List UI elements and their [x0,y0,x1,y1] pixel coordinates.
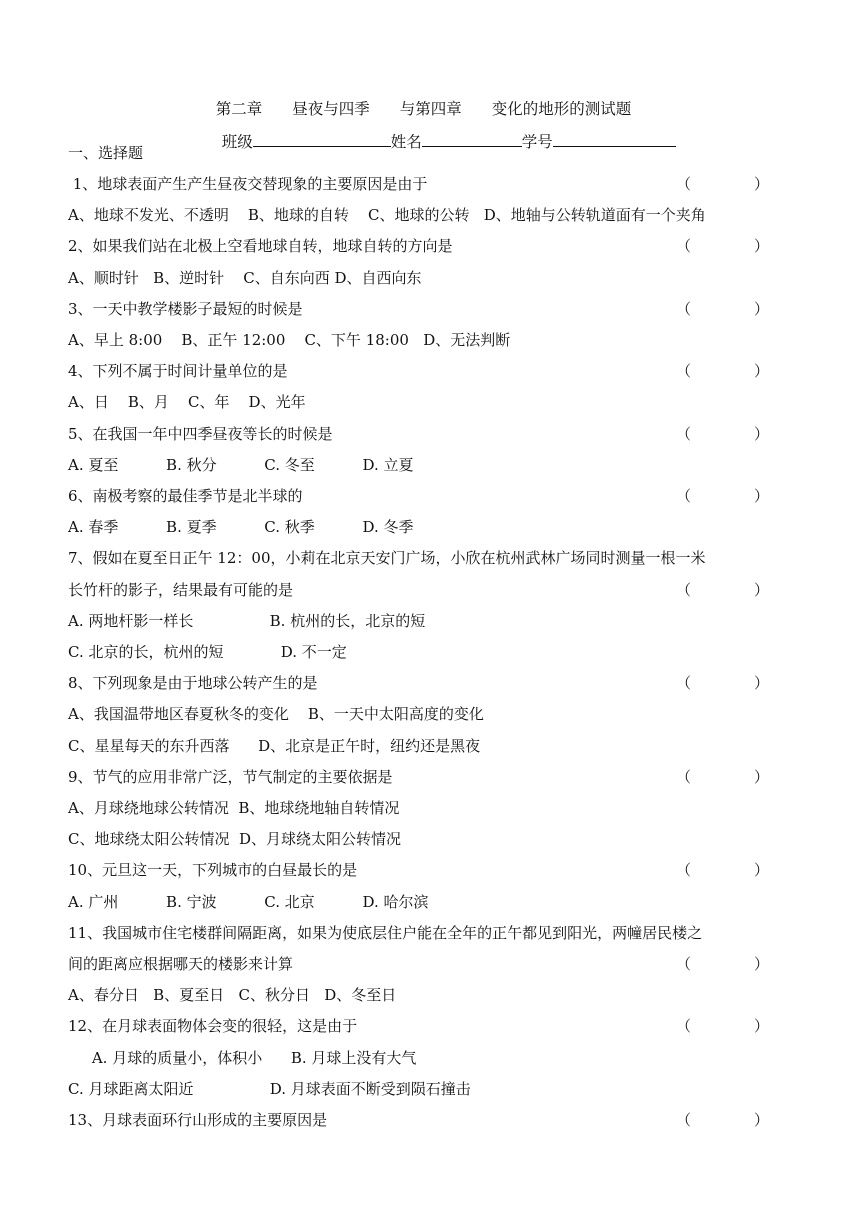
question-text-line: A. 两地杆影一样长 B. 杭州的长，北京的短 [68,611,426,630]
answer-slot[interactable] [692,236,752,256]
answer-slot[interactable] [692,299,752,319]
answer-paren-open: （ [676,1111,692,1129]
question-stem: 9、节气的应用非常广泛，节气制定的主要依据是 [68,767,393,786]
answer-paren-close: ） [754,955,770,973]
section-heading: 一、选择题 [68,144,144,162]
answer-paren-close: ） [754,861,770,880]
answer-slot[interactable] [692,954,752,974]
answer-slot[interactable] [692,424,752,444]
answer-slot[interactable] [692,361,752,381]
answer-paren-open: （ [676,487,692,505]
title-part-4: 变化的地形的测试题 [491,100,632,118]
question-text-line: A. 月球的质量小，体积小 B. 月球上没有大气 [68,1048,417,1067]
question-stem: 间的距离应根据哪天的楼影来计算 [68,955,294,973]
answer-paren-close: ） [754,424,770,443]
name-label: 姓名 [390,133,422,151]
question-stem: 长竹杆的影子，结果最有可能的是 [68,580,294,599]
question-text-line: A. 夏至 B. 秋分 C. 冬至 D. 立夏 [68,455,414,474]
question-text-line: A、月球绕地球公转情况 B、地球绕地轴自转情况 [68,799,400,817]
question-text-line: A. 广州 B. 宁波 C. 北京 D. 哈尔滨 [68,892,429,911]
answer-slot[interactable] [692,767,752,787]
answer-paren-open: （ [676,580,692,599]
answer-paren-close: ） [754,487,770,505]
question-stem: 8、下列现象是由于地球公转产生的是 [68,674,318,693]
answer-paren-close: ） [754,1017,770,1036]
question-text-line: A、春分日 B、夏至日 C、秋分日 D、冬至日 [68,986,397,1005]
answer-slot[interactable] [692,860,752,880]
answer-slot[interactable] [692,1110,752,1130]
question-text-line: A. 春季 B. 夏季 C. 秋季 D. 冬季 [68,518,414,537]
question-text-line: C. 北京的长，杭州的短 D. 不一定 [68,643,347,661]
answer-slot[interactable] [692,486,752,506]
answer-paren-open: （ [676,767,692,786]
question-stem: 5、在我国一年中四季昼夜等长的时候是 [68,424,333,443]
answer-paren-open: （ [676,299,692,318]
answer-paren-open: （ [676,175,692,193]
answer-paren-open: （ [676,237,692,256]
answer-paren-close: ） [754,580,770,599]
answer-paren-open: （ [676,861,692,880]
answer-slot[interactable] [692,673,752,693]
answer-paren-open: （ [676,362,692,381]
student-info-row [202,110,676,172]
question-text-line: 11、我国城市住宅楼群间隔距离，如果为使底层住户能在全年的正午都见到阳光，两幢居民楼之 [68,923,703,942]
answer-paren-open: （ [676,424,692,443]
question-text-line: C. 月球距离太阳近 D. 月球表面不断受到陨石撞击 [68,1079,471,1098]
question-stem: 3、一天中教学楼影子最短的时候是 [68,299,303,318]
question-stem: 6、南极考察的最佳季节是北半球的 [68,487,303,505]
title-part-3: 与第四章 [399,100,462,118]
question-stem: 2、如果我们站在北极上空看地球自转，地球自转的方向是 [68,237,453,256]
answer-paren-close: ） [754,362,770,381]
question-text-line: C、星星每天的东升西落 D、北京是正午时，纽约还是黑夜 [68,736,481,755]
title-part-2: 昼夜与四季 [292,100,370,118]
question-text-line: 7、假如在夏至日正午 12：00，小莉在北京天安门广场，小欣在杭州武林广场同时测量一根一米 [68,549,706,568]
class-label: 班级 [221,133,253,151]
question-stem: 12、在月球表面物体会变的很轻，这是由于 [68,1017,358,1036]
answer-paren-open: （ [676,955,692,973]
answer-paren-close: ） [754,175,770,193]
answer-paren-open: （ [676,674,692,693]
answer-paren-close: ） [754,767,770,786]
question-text-line: A、日 B、月 C、年 D、光年 [68,393,306,412]
answer-slot[interactable] [692,580,752,600]
number-label: 学号 [521,133,553,151]
question-stem: 1、地球表面产生产生昼夜交替现象的主要原因是由于 [68,175,428,193]
title-part-1: 第二章 [215,100,263,118]
answer-paren-close: ） [754,299,770,318]
answer-paren-close: ） [754,1111,770,1129]
answer-slot[interactable] [692,174,752,194]
answer-paren-close: ） [754,674,770,693]
number-blank[interactable] [553,130,676,147]
question-text-line: A、顺时针 B、逆时针 C、自东向西 D、自西向东 [68,268,422,287]
question-stem: 13、月球表面环行山形成的主要原因是 [68,1111,328,1129]
answer-slot[interactable] [692,1016,752,1036]
question-text-line: A、我国温带地区春夏秋冬的变化 B、一天中太阳高度的变化 [68,705,484,724]
question-text-line: A、早上 8:00 B、正午 12:00 C、下午 18:00 D、无法判断 [68,331,511,349]
class-blank[interactable] [253,130,391,147]
question-text-line: C、地球绕太阳公转情况 D、月球绕太阳公转情况 [68,830,402,849]
answer-paren-open: （ [676,1017,692,1036]
answer-paren-close: ） [754,237,770,256]
question-stem: 10、元旦这一天，下列城市的白昼最长的是 [68,861,358,880]
name-blank[interactable] [422,130,522,147]
question-stem: 4、下列不属于时间计量单位的是 [68,362,288,381]
question-text-line: A、地球不发光、不透明 B、地球的自转 C、地球的公转 D、地轴与公转轨道面有一个夹角 [68,206,706,225]
